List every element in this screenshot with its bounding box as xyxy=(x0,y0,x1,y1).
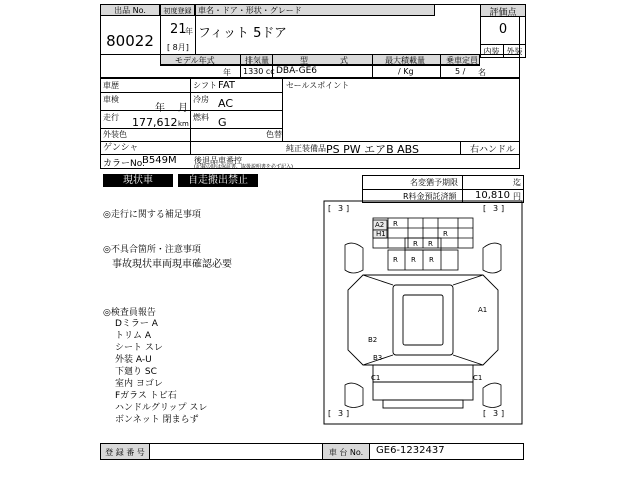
exterior-color-label: 外装色 xyxy=(103,130,127,139)
mark-b2: B2 xyxy=(368,336,378,344)
exterior-color-value: ゲンシャ xyxy=(103,143,139,153)
mileage-label: 走行 xyxy=(103,113,119,122)
exterior-label: 外装 xyxy=(506,47,523,56)
car-name-label: 車名・ドア・形状・グレード xyxy=(198,6,302,15)
mileage-unit: km xyxy=(178,120,189,128)
eval-label: 評価点 xyxy=(489,8,517,18)
inspector-line: Fガラス トビ石 xyxy=(115,391,177,401)
recycle-fee-value: 10,810 xyxy=(475,190,510,201)
model-year-label: モデル年式 xyxy=(175,56,215,65)
inspector-line: 下廻り SC xyxy=(115,367,157,377)
year-value: 21 xyxy=(170,22,187,37)
inspector-line: ボンネット 閉まらず xyxy=(115,415,199,425)
mark-r-3: R xyxy=(428,240,433,248)
defect-title: ◎不具合箇所・注意事項 xyxy=(103,245,201,255)
car-damage-diagram xyxy=(323,200,523,425)
corner-top-left: [ xyxy=(328,204,332,213)
mark-r-7: R xyxy=(429,256,434,264)
mark-r-6: R xyxy=(411,256,416,264)
mark-r-1: R xyxy=(393,220,398,228)
interior-label: 内装 xyxy=(483,47,500,56)
inspection-month: 月 xyxy=(178,103,188,114)
capacity-value: 5 / xyxy=(455,67,466,76)
inspection-year: 年 xyxy=(155,103,165,114)
supplement-title: ◎走行に関する補足事項 xyxy=(103,210,201,220)
ac-label: 冷房 xyxy=(193,95,209,104)
eval-score: 0 xyxy=(498,22,508,37)
model-value: DBA-GE6 xyxy=(276,66,318,76)
shift-value: FAT xyxy=(218,80,236,91)
svg-text:]: ] xyxy=(346,409,350,418)
svg-text:]: ] xyxy=(346,204,350,213)
corner-top-right-value: 3 xyxy=(493,204,499,213)
equipment-label: 純正装備品 xyxy=(286,144,326,153)
displacement-label: 排気量 xyxy=(245,56,269,65)
handle-value: 右ハンドル xyxy=(470,145,516,155)
inspection-label: 車検 xyxy=(103,95,119,104)
month-value: [ 8月] xyxy=(167,43,189,52)
capacity-label: 乗車定員 xyxy=(446,56,478,65)
color-change-label: 色替 xyxy=(266,130,282,139)
recycle-fee-label: R料金預託済額 xyxy=(403,192,457,201)
mark-r-4: R xyxy=(443,230,448,238)
year-unit: 年 xyxy=(185,27,193,36)
current-car-badge: 現状車 xyxy=(103,174,173,187)
reg-no-label: 登 録 番 号 xyxy=(105,448,145,457)
inspector-line: 室内 ヨゴレ xyxy=(115,379,163,389)
recycle-note: (記載の時は保証書、取扱説明書を必ず記入) xyxy=(194,164,293,170)
mark-a1: A1 xyxy=(478,306,488,314)
color-no-label: カラーNo. xyxy=(103,159,145,169)
recycle-label: 後退品車番控 xyxy=(194,156,242,165)
mark-r-5: R xyxy=(393,256,398,264)
corner-bottom-right-value: 3 xyxy=(493,409,499,418)
corner-bottom-left-value: 3 xyxy=(338,409,344,418)
footer-table xyxy=(100,443,524,460)
mark-h1: H1 xyxy=(376,230,386,238)
name-change-label: 名変猶予期限 xyxy=(410,178,458,187)
fuel-label: 燃料 xyxy=(193,113,209,122)
mileage-value: 177,612 xyxy=(132,116,178,129)
svg-text:[: [ xyxy=(483,204,487,213)
inspector-line: Dミラー A xyxy=(115,319,158,329)
equipment-value: PS PW エアB ABS xyxy=(326,143,420,156)
model-label: 型 式 xyxy=(300,56,348,65)
inspector-line: ハンドルグリップ スレ xyxy=(115,403,208,413)
shift-label: シフト xyxy=(193,81,217,90)
displacement-value: 1330 cc xyxy=(243,67,275,76)
sales-point-label: セールスポイント xyxy=(286,81,350,90)
svg-text:[: [ xyxy=(328,409,332,418)
chassis-label: 車 台 No. xyxy=(328,448,364,457)
self-driving-prohibited-badge: 自走搬出禁止 xyxy=(178,174,258,187)
chassis-value: GE6-1232437 xyxy=(376,445,445,456)
color-no-value: B549M xyxy=(142,155,177,166)
ac-value: AC xyxy=(218,97,234,110)
load-unit: / Kg xyxy=(398,67,414,76)
recycle-fee-unit: 円 xyxy=(513,192,521,201)
frame-top xyxy=(373,218,473,248)
svg-text:]: ] xyxy=(501,409,505,418)
inspector-list xyxy=(115,316,207,424)
car-name: フィット 5ドア xyxy=(198,26,287,41)
svg-text:[: [ xyxy=(483,409,487,418)
name-change-unit: 迄 xyxy=(513,178,521,187)
mark-b3: B3 xyxy=(373,354,383,362)
first-reg-label: 初度登録 xyxy=(163,7,192,15)
capacity-unit: 名 xyxy=(478,68,486,77)
inspector-line: シート スレ xyxy=(115,343,163,353)
category-label: 車歴 xyxy=(103,81,119,90)
inspector-title: ◎検査員報告 xyxy=(103,308,156,318)
lot-number: 80022 xyxy=(106,32,154,50)
mark-a2: A2 xyxy=(375,221,385,229)
mark-c1-right: C1 xyxy=(473,374,483,382)
model-year-unit: 年 xyxy=(223,68,231,77)
inspector-line: トリム A xyxy=(115,331,152,341)
mark-c1-left: C1 xyxy=(371,374,381,382)
inspector-line: 外装 A-U xyxy=(115,355,152,365)
lot-label: 出品 No. xyxy=(114,6,146,15)
mark-r-2: R xyxy=(413,240,418,248)
fuel-value: G xyxy=(218,116,227,129)
svg-text:]: ] xyxy=(501,204,505,213)
load-label: 最大積載量 xyxy=(385,56,425,65)
defect-text: 事故現状車両現車確認必要 xyxy=(112,259,232,270)
corner-top-left-value: 3 xyxy=(338,204,344,213)
